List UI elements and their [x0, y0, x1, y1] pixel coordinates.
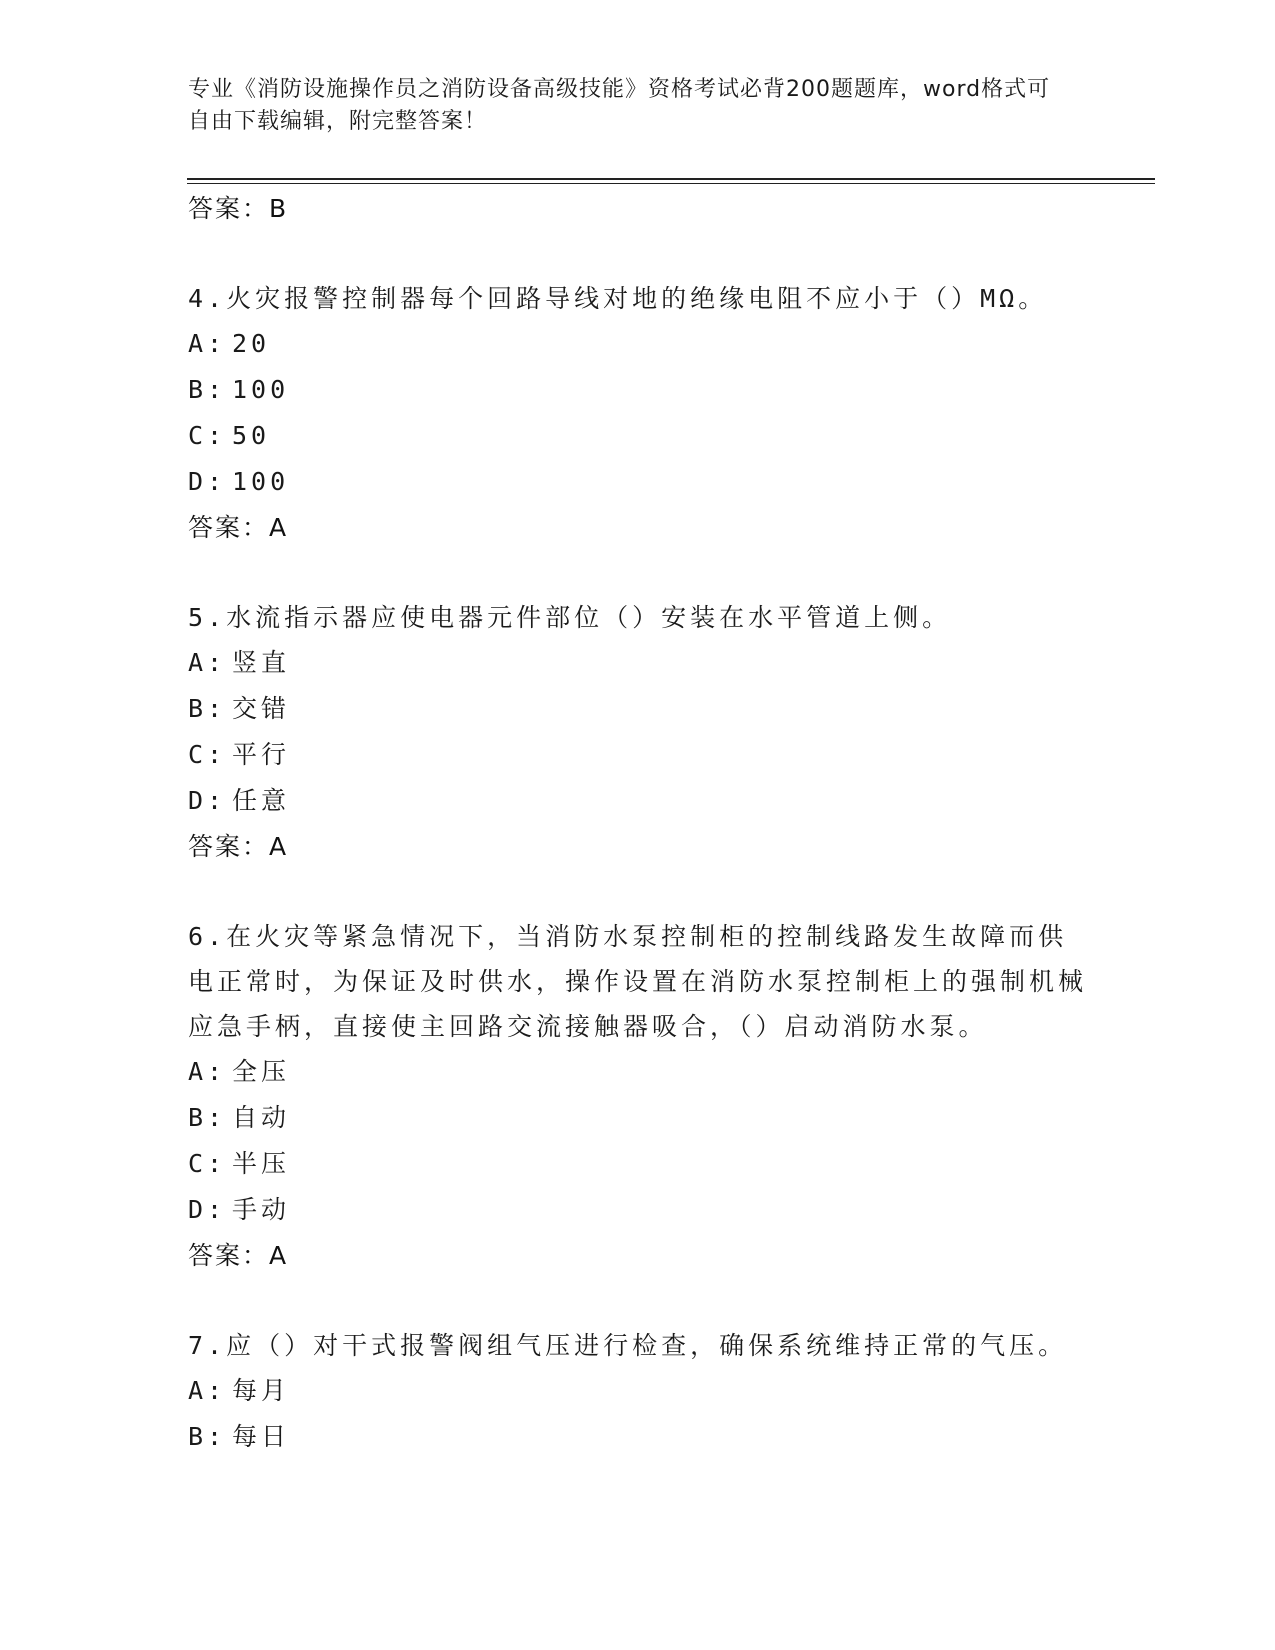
option-text: 自动 [232, 1103, 291, 1132]
question-text: 7.应（）对干式报警阀组气压进行检查，确保系统维持正常的气压。 [188, 1331, 1068, 1360]
option-letter: B: [188, 1422, 227, 1451]
option-text: 手动 [232, 1195, 291, 1224]
question-text: 5.水流指示器应使电器元件部位（）安装在水平管道上侧。 [188, 603, 952, 632]
option-text: 半压 [232, 1149, 291, 1178]
header-divider-thin [187, 183, 1155, 184]
option-text: 交错 [232, 694, 291, 723]
answer-line: 答案：A [188, 1241, 289, 1270]
option-text: 竖直 [232, 648, 291, 677]
header-divider-thick [187, 178, 1155, 180]
document-header: 专业《消防设施操作员之消防设备高级技能》资格考试必背200题题库，word格式可自由下载编辑，附完整答案！ [188, 77, 1051, 134]
option-a [188, 1049, 1088, 1095]
spacer [188, 232, 1088, 276]
spacer [188, 870, 1088, 914]
option-letter: D: [188, 467, 227, 496]
question-block [188, 276, 1088, 551]
question-block [188, 595, 1088, 870]
option-text: 平行 [232, 740, 291, 769]
option-d [188, 459, 1088, 505]
option-letter: D: [188, 786, 227, 815]
option-c [188, 1141, 1088, 1187]
option-text: 100 [232, 375, 290, 404]
question-block [188, 1323, 1088, 1460]
option-b [188, 1414, 1088, 1460]
option-c [188, 732, 1088, 778]
question-text: 4.火灾报警控制器每个回路导线对地的绝缘电阻不应小于（）MΩ。 [188, 284, 1048, 313]
option-text: 20 [232, 329, 271, 358]
option-b [188, 686, 1088, 732]
spacer [188, 551, 1088, 595]
spacer [188, 1279, 1088, 1323]
answer-line: 答案：A [188, 513, 289, 542]
option-letter: C: [188, 1149, 227, 1178]
option-letter: A: [188, 329, 227, 358]
option-letter: B: [188, 1103, 227, 1132]
answer-line: 答案：A [188, 832, 289, 861]
option-text: 100 [232, 467, 290, 496]
option-letter: D: [188, 1195, 227, 1224]
option-letter: C: [188, 421, 227, 450]
option-a [188, 640, 1088, 686]
option-b [188, 367, 1088, 413]
option-a [188, 1368, 1088, 1414]
option-a [188, 321, 1088, 367]
option-c [188, 413, 1088, 459]
option-text: 每日 [232, 1422, 291, 1451]
option-letter: A: [188, 648, 227, 677]
option-d [188, 778, 1088, 824]
option-text: 任意 [232, 786, 291, 815]
option-letter: B: [188, 375, 227, 404]
option-text: 全压 [232, 1057, 291, 1086]
option-text: 每月 [232, 1376, 291, 1405]
question-text: 6.在火灾等紧急情况下，当消防水泵控制柜的控制线路发生故障而供电正常时，为保证及时供水，操作设置在消防水泵控制柜上的强制机械应急手柄，直接使主回路交流接触器吸合，（）启动消防水泵。 [188, 922, 1088, 1041]
option-d [188, 1187, 1088, 1233]
option-letter: A: [188, 1057, 227, 1086]
question-list [188, 186, 1088, 1460]
option-text: 50 [232, 421, 271, 450]
option-letter: A: [188, 1376, 227, 1405]
question-block [188, 914, 1088, 1279]
option-letter: B: [188, 694, 227, 723]
option-b [188, 1095, 1088, 1141]
answer-line: 答案：B [188, 194, 289, 223]
option-letter: C: [188, 740, 227, 769]
